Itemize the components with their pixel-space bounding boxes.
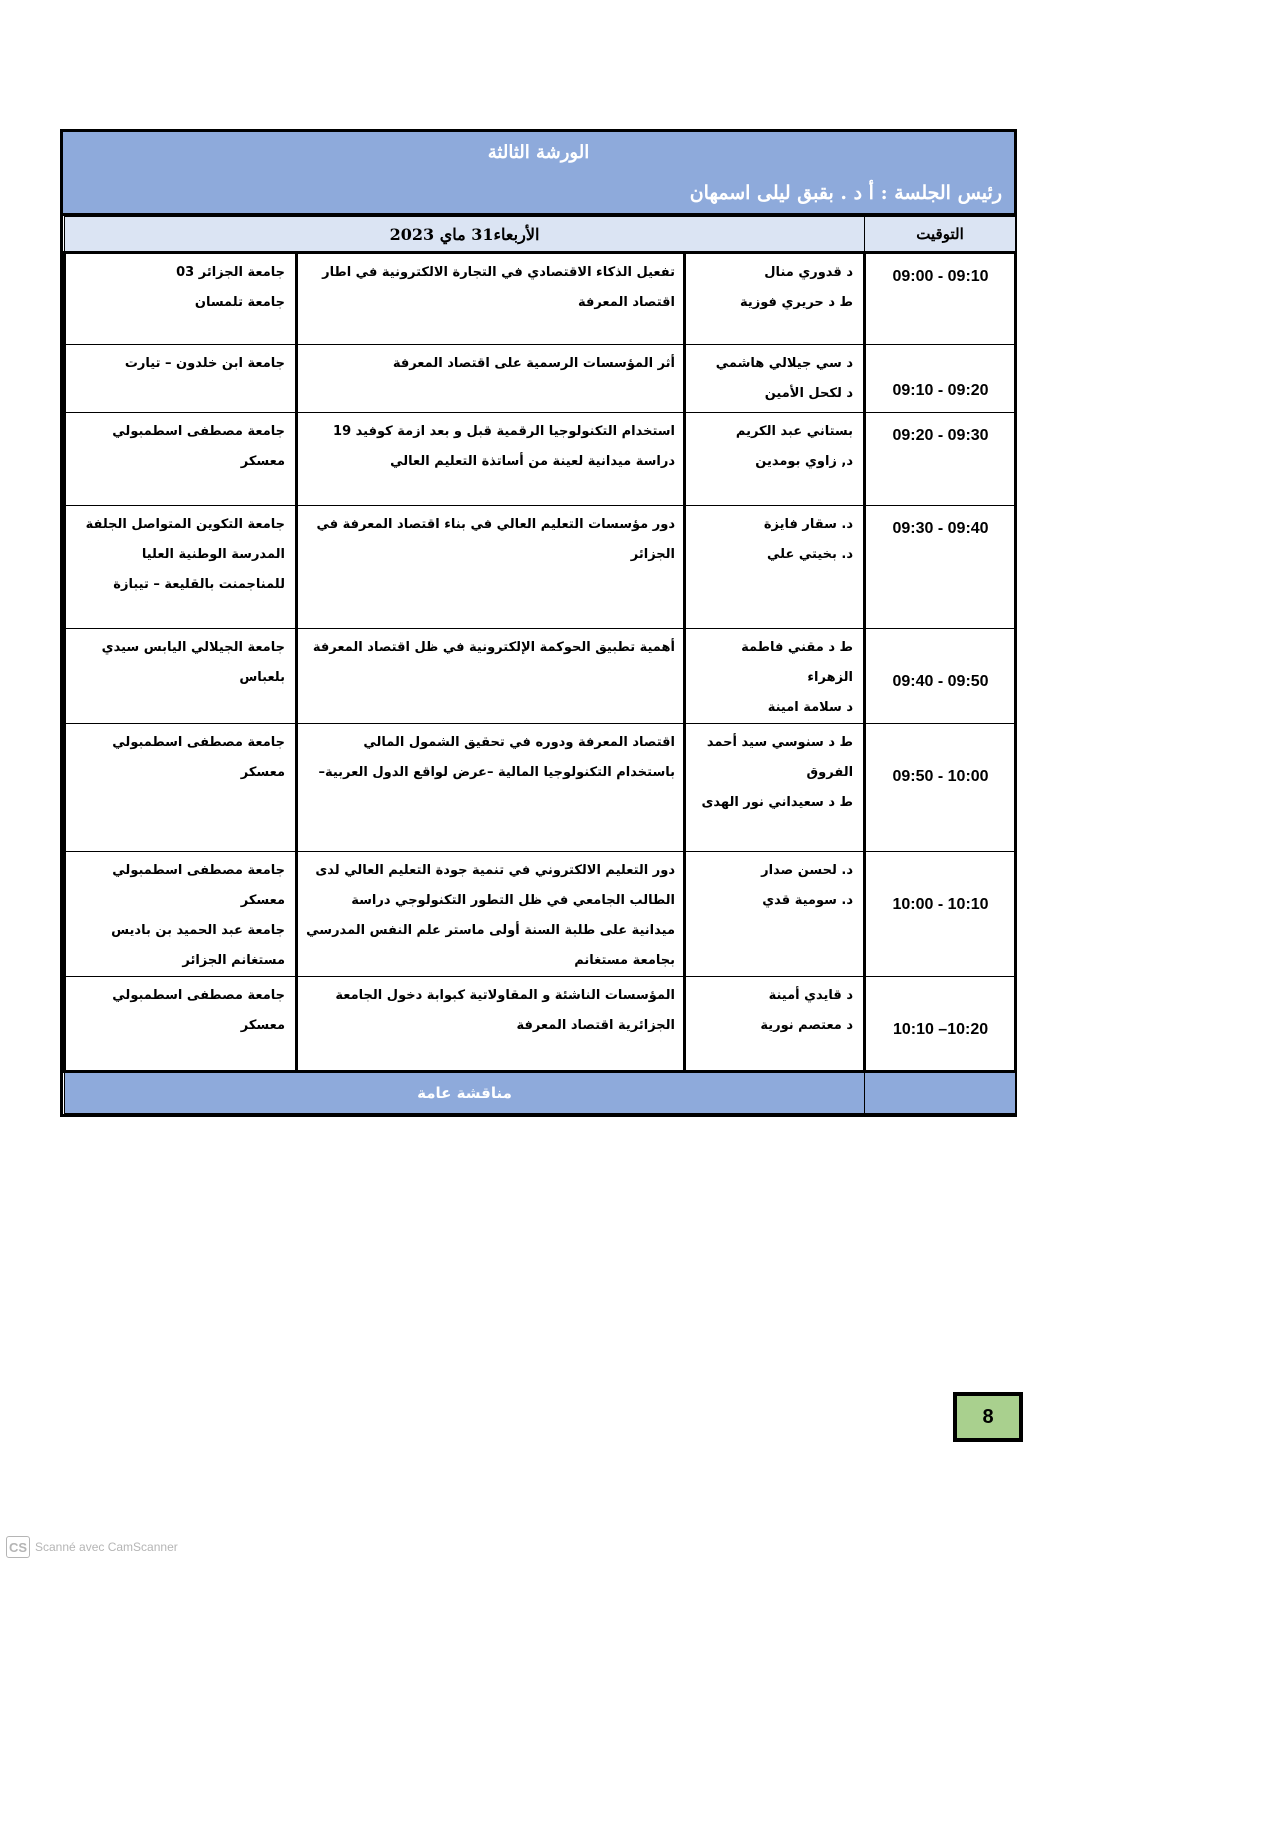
speaker-name: د قايدي أمينة	[768, 988, 854, 1003]
topic-text: دور التعليم الالكتروني في تنمية جودة التعليم العالي لدى الطالب الجامعي في ظل التطور التكنولوجي دراسة ميدانية على طلبة السنة أولى ماستر علم النفس المدرسي بجامعة مستغانم	[306, 863, 675, 968]
time-slot: 09:10 - 09:20	[892, 382, 989, 399]
speaker-name: د. لحسن صدار	[761, 863, 854, 878]
time-slot: 09:30 - 09:40	[892, 520, 989, 537]
institution-cell	[65, 852, 297, 977]
topic-text: المؤسسات الناشئة و المقاولاتية كبوابة دخول الجامعة الجزائرية اقتصاد المعرفة	[335, 988, 675, 1033]
topic-cell	[297, 852, 685, 977]
footer-row	[65, 1072, 1016, 1114]
speaker-name: د, زاوي بومدين	[755, 454, 854, 469]
time-slot: 09:40 - 09:50	[892, 673, 989, 690]
topic-text: تفعيل الذكاء الاقتصادي في التجارة الالكترونية في اطار اقتصاد المعرفة	[322, 265, 675, 310]
speakers-cell	[685, 977, 865, 1072]
topic-text: أثر المؤسسات الرسمية على اقتصاد المعرفة	[392, 356, 675, 371]
time-cell	[865, 977, 1016, 1072]
institution-name: جامعة مصطفى اسطمبولي معسكر	[112, 735, 285, 780]
institution-name: جامعة مصطفى اسطمبولي معسكر	[112, 988, 285, 1033]
institution-name: جامعة عبد الحميد بن باديس مستغانم الجزائر	[111, 923, 285, 968]
speakers-cell	[685, 629, 865, 724]
general-discussion: مناقشة عامة	[65, 1072, 865, 1114]
institution-cell	[65, 253, 297, 345]
topic-cell	[297, 629, 685, 724]
institution-cell	[65, 413, 297, 506]
speaker-name: د سي جيلالي هاشمي	[715, 356, 854, 371]
time-slot: 10:10 –10:20	[892, 1021, 989, 1038]
topic-cell	[297, 724, 685, 852]
speaker-name: د. سقار فايزة	[763, 517, 854, 532]
speaker-name: بستاني عبد الكريم	[735, 424, 854, 439]
speaker-name: ط د مقني فاطمة الزهراء	[741, 640, 854, 685]
workshop-title: الورشة الثالثة	[487, 142, 590, 163]
topic-cell	[297, 345, 685, 413]
institution-cell	[65, 724, 297, 852]
footer-empty-cell	[865, 1072, 1016, 1114]
speaker-name: د معتصم نورية	[760, 1018, 854, 1033]
topic-text: أهمية تطبيق الحوكمة الإلكترونية في ظل اقتصاد المعرفة	[312, 640, 675, 655]
topic-cell	[297, 506, 685, 629]
table-row	[65, 977, 1016, 1072]
speakers-cell	[685, 852, 865, 977]
institution-cell	[65, 629, 297, 724]
table-row	[65, 345, 1016, 413]
table-row	[65, 253, 1016, 345]
institution-name: جامعة ابن خلدون – تيارت	[124, 356, 285, 371]
header-row	[65, 217, 1016, 253]
speakers-cell	[685, 345, 865, 413]
session-chair: رئيس الجلسة : أ د . بقبق ليلى اسمهان	[689, 182, 1002, 204]
topic-cell	[297, 253, 685, 345]
speaker-name: د قدوري منال	[764, 265, 854, 280]
time-cell	[865, 253, 1016, 345]
page-number: 8	[953, 1392, 1023, 1442]
institution-name: جامعة الجيلالي اليابس سيدي بلعباس	[101, 640, 285, 685]
speakers-cell	[685, 506, 865, 629]
speaker-name: د. بخيتي علي	[767, 547, 854, 562]
speaker-name: ط د سعيداني نور الهدى	[701, 795, 854, 810]
speaker-name: د لكحل الأمين	[764, 386, 854, 401]
time-slot: 09:00 - 09:10	[892, 268, 989, 285]
workshop-banner	[63, 132, 1014, 216]
table-row	[65, 852, 1016, 977]
topic-text: اقتصاد المعرفة ودوره في تحقيق الشمول المالي باستخدام التكنولوجيا المالية –عرض لواقع الدول العربية–	[318, 735, 675, 780]
time-slot: 09:50 - 10:00	[892, 768, 989, 785]
topic-cell	[297, 977, 685, 1072]
table-row	[65, 629, 1016, 724]
topic-cell	[297, 413, 685, 506]
time-cell	[865, 413, 1016, 506]
speaker-name: ط د سنوسي سيد أحمد الفروق	[706, 735, 854, 780]
time-slot: 10:00 - 10:10	[892, 896, 989, 913]
institution-name: المدرسة الوطنية العليا للمناجمنت بالقليعة – تيبازة	[113, 547, 285, 592]
speakers-cell	[685, 413, 865, 506]
institution-cell	[65, 506, 297, 629]
time-cell	[865, 345, 1016, 413]
institution-cell	[65, 345, 297, 413]
session-date: الأربعاء31 ماي 2023	[65, 217, 865, 253]
topic-text: استخدام التكنولوجيا الرقمية قبل و بعد ازمة كوفيد 19 دراسة ميدانية لعينة من أساتذة التعليم العالي	[333, 424, 675, 469]
table-row	[65, 724, 1016, 852]
time-cell	[865, 629, 1016, 724]
institution-name: جامعة مصطفى اسطمبولي معسكر	[112, 424, 285, 469]
institution-name: جامعة التكوين المتواصل الجلفة	[85, 517, 285, 532]
institution-name: جامعة الجزائر 03	[176, 265, 285, 280]
speaker-name: د سلامة امينة	[767, 700, 854, 715]
speaker-name: ط د حريري فوزية	[740, 295, 854, 310]
institution-name: جامعة تلمسان	[194, 295, 285, 310]
time-cell	[865, 852, 1016, 977]
institution-cell	[65, 977, 297, 1072]
topic-text: دور مؤسسات التعليم العالي في بناء اقتصاد المعرفة في الجزائر	[316, 517, 675, 562]
camscanner-logo: CS	[6, 1536, 30, 1558]
table-row	[65, 506, 1016, 629]
program-table	[60, 129, 1017, 1117]
speakers-cell	[685, 724, 865, 852]
scanner-text: Scanné avec CamScanner	[35, 1540, 178, 1554]
speaker-name: د. سومية قدي	[762, 893, 854, 908]
institution-name: جامعة مصطفى اسطمبولي معسكر	[112, 863, 285, 908]
speakers-cell	[685, 253, 865, 345]
schedule-table	[63, 216, 1016, 1114]
scanner-watermark	[6, 1536, 178, 1558]
time-header: التوقيت	[865, 217, 1016, 253]
time-cell	[865, 724, 1016, 852]
table-row	[65, 413, 1016, 506]
time-slot: 09:20 - 09:30	[892, 427, 989, 444]
time-cell	[865, 506, 1016, 629]
